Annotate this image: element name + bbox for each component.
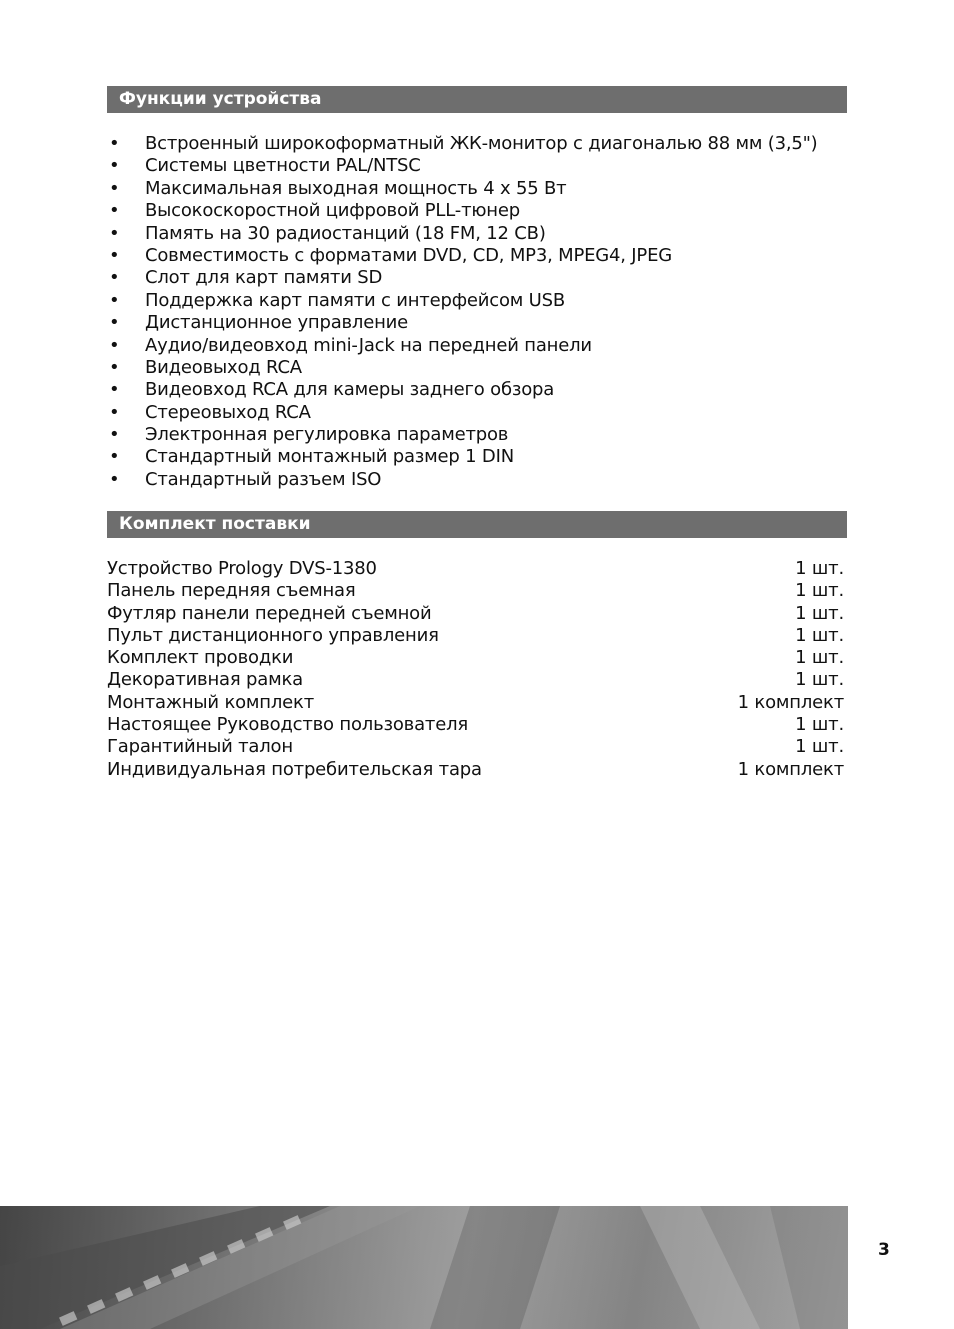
feature-text: Встроенный широкоформатный ЖК-монитор с диагональю 88 мм (3,5") bbox=[145, 133, 818, 154]
package-item-quantity: 1 шт. bbox=[795, 714, 844, 736]
bullet-icon: • bbox=[109, 379, 120, 401]
package-item-name: Комплект проводки bbox=[107, 647, 294, 669]
package-item-quantity: 1 шт. bbox=[795, 647, 844, 669]
bullet-icon: • bbox=[109, 244, 120, 266]
bullet-icon: • bbox=[109, 177, 120, 199]
feature-text: Стандартный разъем ISO bbox=[145, 468, 382, 490]
feature-item bbox=[107, 312, 847, 334]
feature-item bbox=[107, 133, 847, 155]
package-row bbox=[107, 603, 844, 625]
bullet-icon: • bbox=[109, 222, 120, 244]
package-row bbox=[107, 736, 844, 758]
feature-item bbox=[107, 446, 847, 468]
feature-text: Стереовыход RCA bbox=[145, 401, 311, 423]
feature-text: Системы цветности PAL/NTSC bbox=[145, 155, 421, 177]
package-item-name: Декоративная рамка bbox=[107, 669, 303, 691]
package-row bbox=[107, 714, 844, 736]
package-row bbox=[107, 625, 844, 647]
feature-text: Память на 30 радиостанций (18 FM, 12 CB) bbox=[145, 222, 546, 244]
feature-item bbox=[107, 178, 847, 200]
feature-item bbox=[107, 335, 847, 357]
bullet-icon: • bbox=[109, 401, 120, 423]
bullet-icon: • bbox=[109, 312, 120, 334]
feature-text: Дистанционное управление bbox=[145, 312, 409, 334]
feature-text: Видеовыход RCA bbox=[145, 356, 302, 378]
section-header-package bbox=[107, 511, 847, 538]
section-title-features: Функции устройства bbox=[119, 89, 322, 109]
package-item-name: Гарантийный талон bbox=[107, 736, 293, 758]
section-header-features bbox=[107, 86, 847, 113]
package-item-name: Индивидуальная потребительская тара bbox=[107, 758, 482, 780]
feature-text: Поддержка карт памяти с интерфейсом USB bbox=[145, 289, 566, 311]
package-item-name: Футляр панели передней съемной bbox=[107, 602, 432, 624]
bullet-icon: • bbox=[109, 356, 120, 378]
package-row bbox=[107, 647, 844, 669]
features-list bbox=[107, 133, 847, 491]
feature-item bbox=[107, 469, 847, 491]
bullet-icon: • bbox=[109, 424, 120, 446]
package-item-quantity: 1 комплект bbox=[737, 691, 844, 713]
package-row bbox=[107, 558, 844, 580]
feature-text: Высокоскоростной цифровой PLL-тюнер bbox=[145, 200, 520, 222]
package-item-quantity: 1 шт. bbox=[795, 736, 844, 758]
feature-text: Слот для карт памяти SD bbox=[145, 267, 383, 289]
bullet-icon: • bbox=[109, 267, 120, 289]
feature-item bbox=[107, 357, 847, 379]
feature-item bbox=[107, 223, 847, 245]
feature-text: Максимальная выходная мощность 4 x 55 Вт bbox=[145, 177, 567, 199]
package-item-quantity: 1 шт. bbox=[795, 624, 844, 646]
package-item-quantity: 1 шт. bbox=[795, 669, 844, 691]
package-item-quantity: 1 шт. bbox=[795, 602, 844, 624]
feature-text: Стандартный монтажный размер 1 DIN bbox=[145, 446, 514, 468]
package-item-quantity: 1 шт. bbox=[795, 558, 844, 579]
bullet-icon: • bbox=[109, 334, 120, 356]
package-item-name: Монтажный комплект bbox=[107, 691, 315, 713]
package-item-name: Устройство Prology DVS-1380 bbox=[107, 558, 377, 579]
feature-item bbox=[107, 245, 847, 267]
bullet-icon: • bbox=[109, 446, 120, 468]
package-row bbox=[107, 669, 844, 691]
package-item-quantity: 1 комплект bbox=[737, 758, 844, 780]
bullet-icon: • bbox=[109, 155, 120, 177]
bullet-icon: • bbox=[109, 468, 120, 490]
feature-item bbox=[107, 267, 847, 289]
footer-decorative-banner bbox=[0, 1206, 848, 1329]
package-item-name: Пульт дистанционного управления bbox=[107, 624, 439, 646]
package-item-name: Панель передняя съемная bbox=[107, 580, 356, 602]
feature-item bbox=[107, 424, 847, 446]
feature-item bbox=[107, 379, 847, 401]
film-strip-image bbox=[0, 1206, 848, 1329]
package-row bbox=[107, 580, 844, 602]
bullet-icon: • bbox=[109, 289, 120, 311]
feature-item bbox=[107, 290, 847, 312]
feature-text: Совместимость с форматами DVD, CD, MP3, MPEG4, JPEG bbox=[145, 244, 672, 266]
package-row bbox=[107, 692, 844, 714]
feature-text: Электронная регулировка параметров bbox=[145, 424, 509, 446]
feature-item bbox=[107, 155, 847, 177]
package-list bbox=[107, 558, 844, 781]
bullet-icon: • bbox=[109, 133, 120, 154]
feature-text: Аудио/видеовход mini-Jack на передней панели bbox=[145, 334, 592, 356]
package-item-name: Настоящее Руководство пользователя bbox=[107, 714, 469, 736]
section-title-package: Комплект поставки bbox=[119, 514, 311, 534]
page-number: 3 bbox=[878, 1240, 890, 1260]
feature-text: Видеовход RCA для камеры заднего обзора bbox=[145, 379, 555, 401]
feature-item bbox=[107, 402, 847, 424]
bullet-icon: • bbox=[109, 200, 120, 222]
feature-item bbox=[107, 200, 847, 222]
package-item-quantity: 1 шт. bbox=[795, 580, 844, 602]
package-row bbox=[107, 759, 844, 781]
